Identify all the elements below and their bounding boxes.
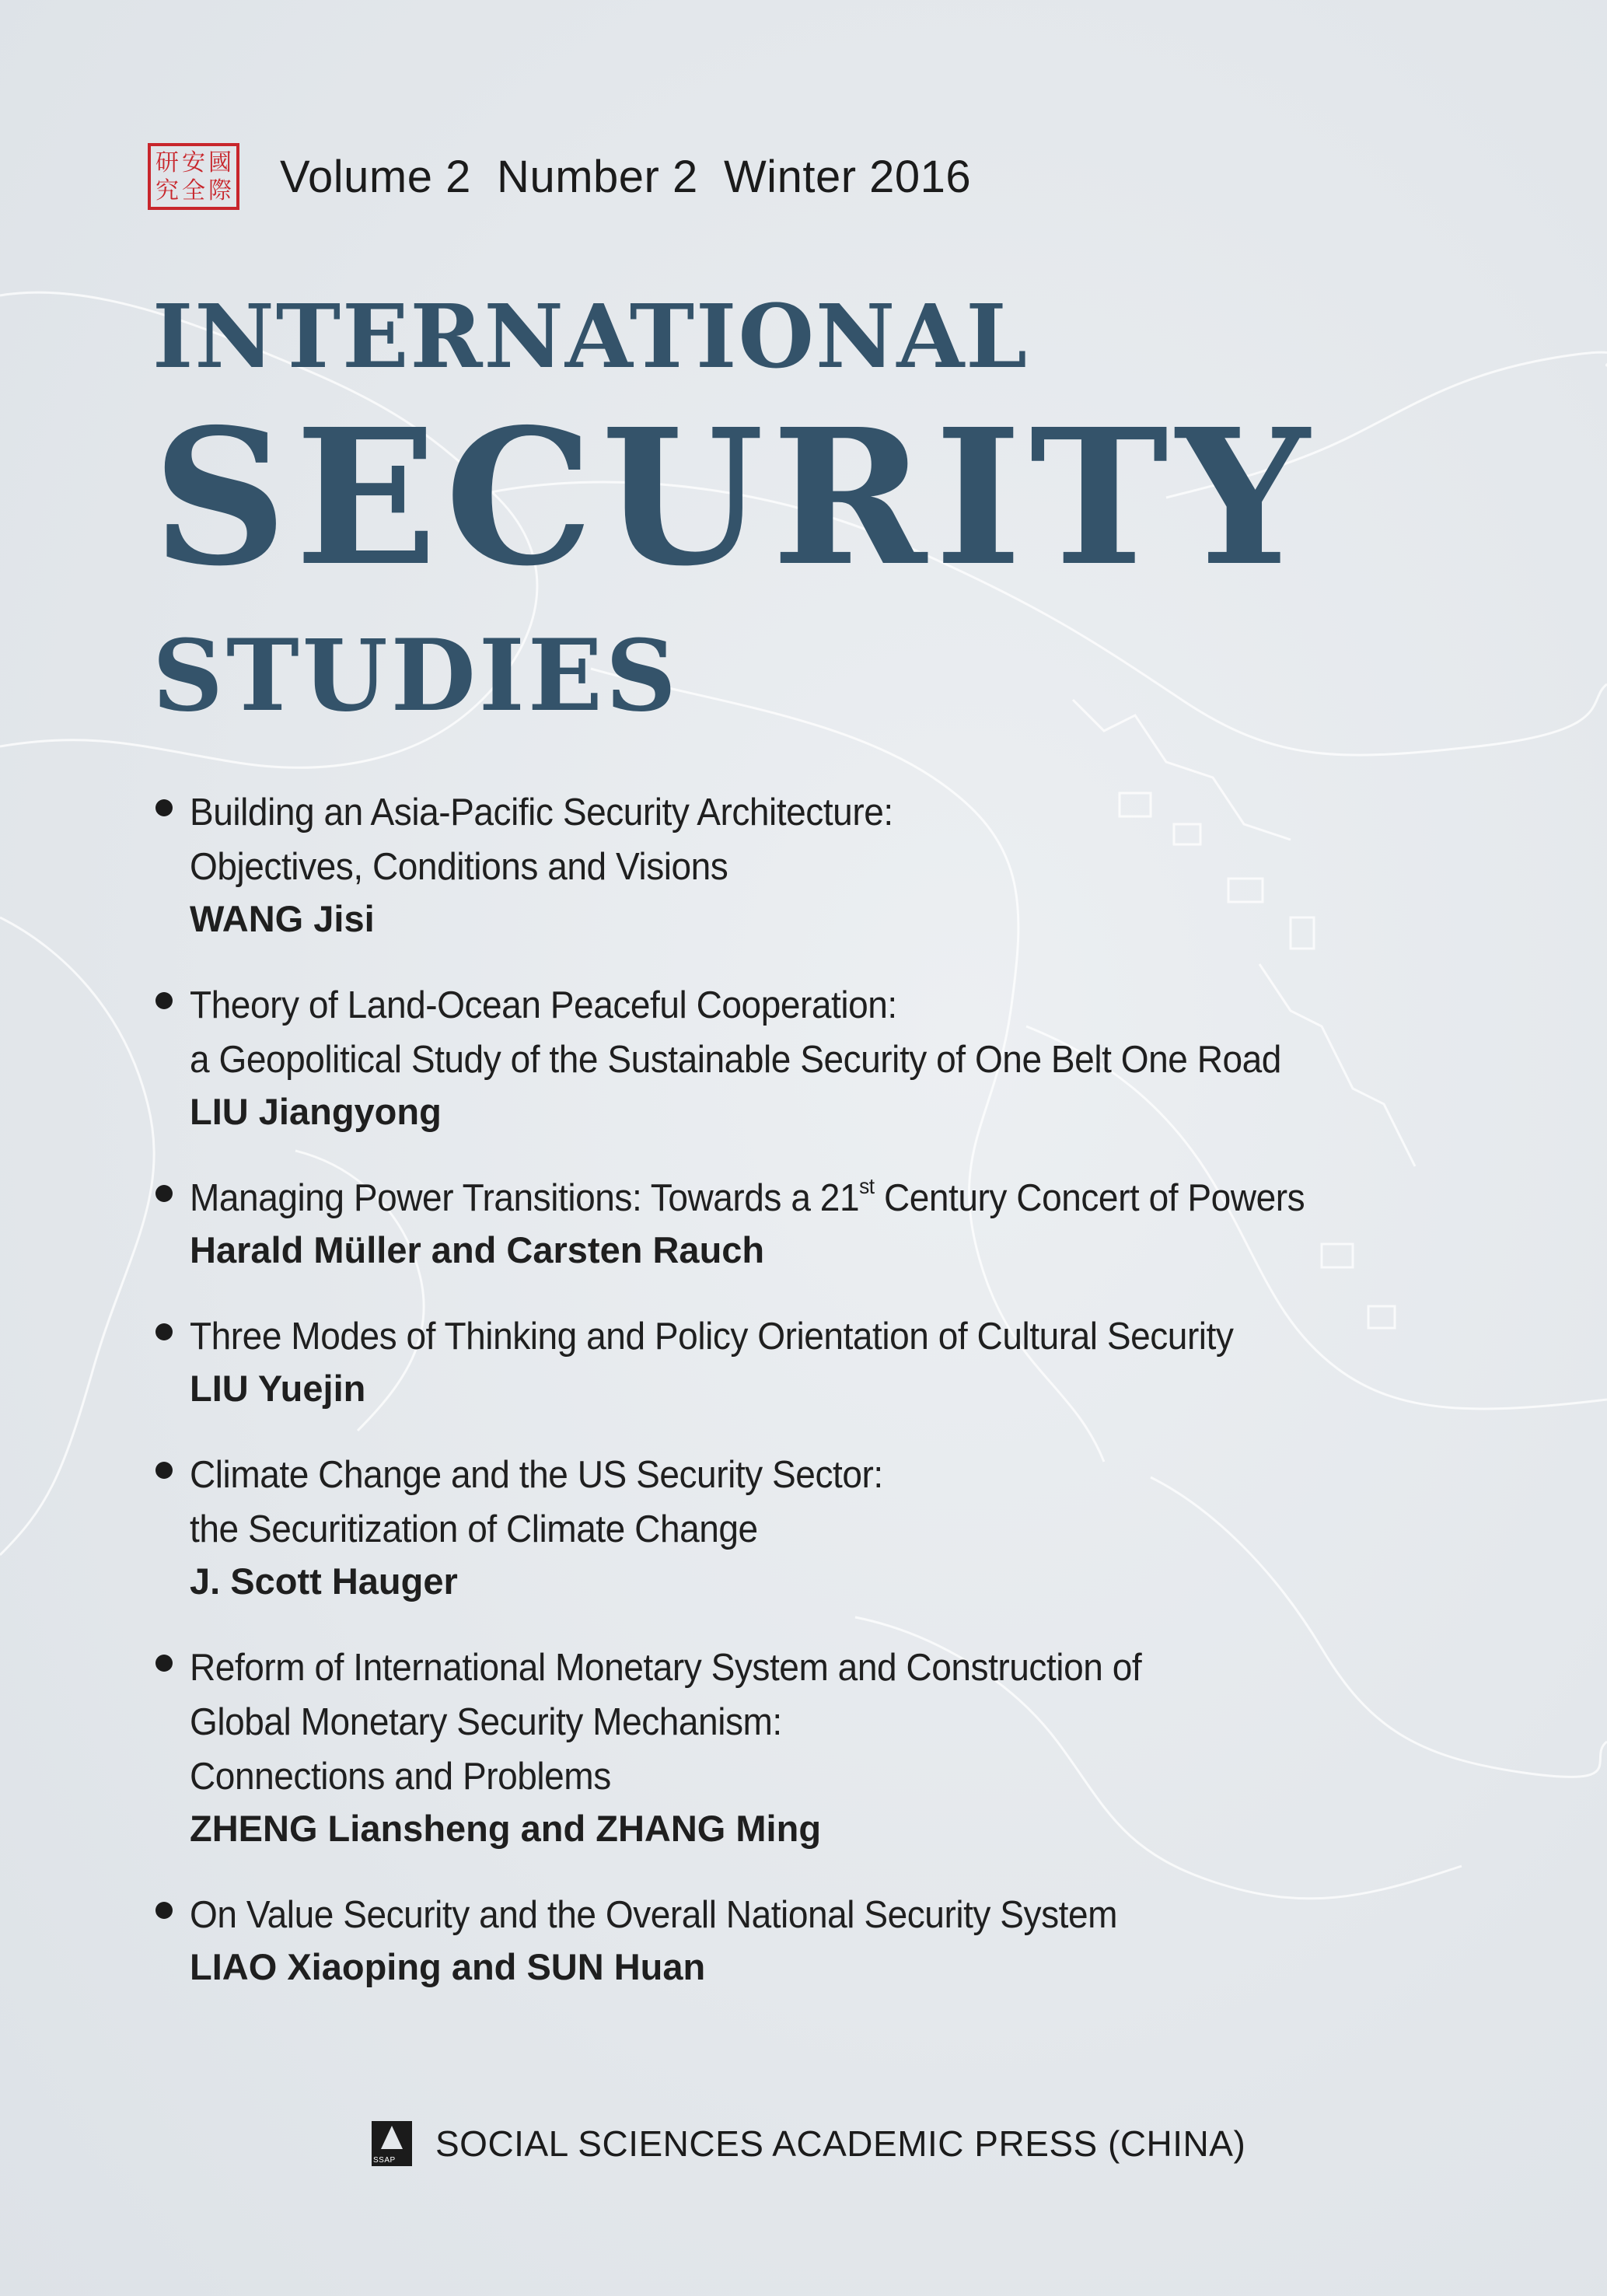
article-title-superscript: st (859, 1174, 875, 1198)
article-entry (155, 1309, 1477, 1414)
article-title-part: Century Concert of Powers (874, 1177, 1305, 1219)
article-author: J. Scott Hauger (190, 1560, 458, 1602)
institute-seal (148, 143, 239, 210)
bullet-icon (155, 1655, 173, 1672)
bullet-icon (155, 1462, 173, 1479)
map-outline-4 (0, 917, 154, 1555)
seal-character: 國 (208, 149, 232, 176)
table-of-contents (155, 785, 1477, 2026)
publisher-logo-text: SSAP (373, 2156, 396, 2165)
seal-character: 全 (182, 177, 205, 204)
journal-title-studies: STUDIES (152, 618, 679, 733)
journal-title-security: SECURITY (152, 388, 1318, 607)
bullet-icon (155, 1185, 173, 1202)
article-entry (155, 1888, 1477, 1992)
article-entry (155, 978, 1477, 1137)
article-title (190, 1171, 1400, 1225)
article-title: Reform of International Monetary System and Construction of Global Monetary Security Mechanism: Connections and Problems (190, 1647, 1142, 1798)
article-title: Three Modes of Thinking and Policy Orientation of Cultural Security (190, 1316, 1234, 1358)
journal-title-international: INTERNATIONAL (152, 286, 1029, 388)
article-title: Building an Asia-Pacific Security Architecture: Objectives, Conditions and Visions (190, 792, 893, 888)
bullet-icon (155, 799, 173, 816)
article-author: LIAO Xiaoping and SUN Huan (190, 1946, 706, 1987)
article-author: ZHENG Liansheng and ZHANG Ming (190, 1808, 822, 1849)
article-title: Climate Change and the US Security Sector: the Securitization of Climate Change (190, 1454, 883, 1550)
article-title-part: Managing Power Transitions: Towards a 21 (190, 1177, 860, 1219)
seal-character: 研 (155, 149, 179, 176)
publisher-name: SOCIAL SCIENCES ACADEMIC PRESS (CHINA) (435, 2123, 1246, 2164)
article-entry (155, 1171, 1477, 1275)
seal-character: 究 (155, 177, 179, 204)
publisher-footer (372, 2121, 1245, 2166)
article-entry (155, 1448, 1477, 1606)
article-author: WANG Jisi (190, 898, 375, 939)
publisher-logo-icon (372, 2121, 412, 2166)
article-author: LIU Jiangyong (190, 1091, 442, 1132)
seal-character: 安 (182, 149, 205, 176)
article-author: LIU Yuejin (190, 1368, 366, 1409)
issue-info: Volume 2 Number 2 Winter 2016 (280, 151, 972, 202)
article-entry (155, 1641, 1477, 1854)
issue-header (148, 134, 971, 219)
bullet-icon (155, 992, 173, 1009)
article-title: On Value Security and the Overall National Security System (190, 1894, 1118, 1936)
article-title: Theory of Land-Ocean Peaceful Cooperation: a Geopolitical Study of the Sustainable Security of One Belt One Road (190, 984, 1281, 1081)
article-author: Harald Müller and Carsten Rauch (190, 1229, 765, 1270)
bullet-icon (155, 1323, 173, 1340)
bullet-icon (155, 1902, 173, 1919)
seal-character: 際 (208, 177, 232, 204)
article-entry (155, 785, 1477, 944)
